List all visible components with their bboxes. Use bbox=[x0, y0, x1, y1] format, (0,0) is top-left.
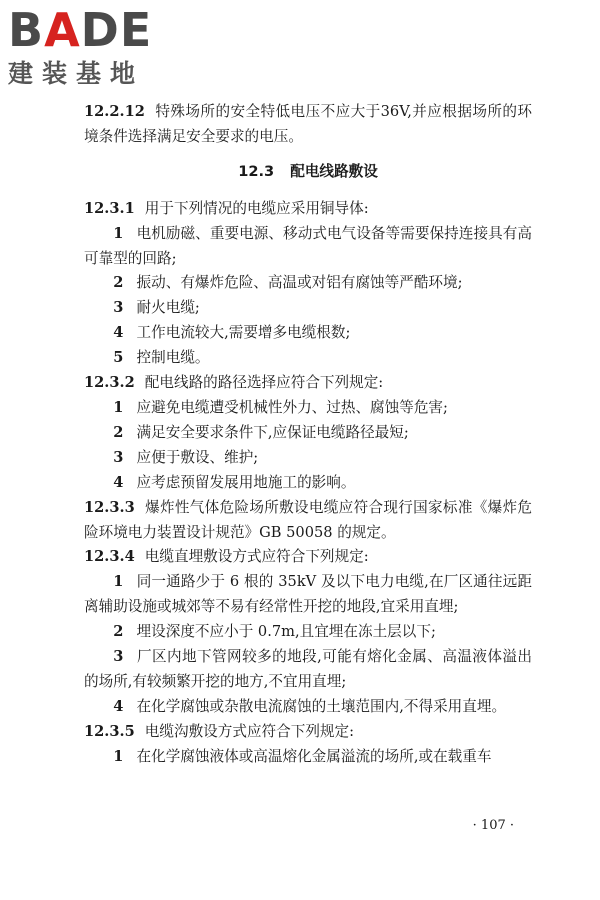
clause-number: 12.3.1 bbox=[84, 199, 135, 217]
item-text: 控制电缆。 bbox=[136, 349, 210, 367]
item-text: 满足安全要求条件下,应保证电缆路径最短; bbox=[136, 423, 409, 441]
logo-letter-b: B bbox=[8, 3, 45, 57]
item-text: 电机励磁、重要电源、移动式电气设备等需要保持连接具有高可靠型的回路; bbox=[84, 224, 532, 267]
clause-number: 12.2.12 bbox=[84, 103, 145, 120]
item-text: 在化学腐蚀或杂散电流腐蚀的土壤范围内,不得采用直埋。 bbox=[136, 697, 507, 715]
section-title: 配电线路敷设 bbox=[290, 162, 378, 180]
list-item bbox=[84, 296, 532, 321]
clause-text: 电缆直埋敷设方式应符合下列规定: bbox=[144, 548, 369, 566]
list-item bbox=[84, 396, 532, 421]
item-text: 振动、有爆炸危险、高温或对铝有腐蚀等严酷环境; bbox=[136, 274, 463, 292]
list-item bbox=[84, 222, 532, 272]
logo-letters-de: DE bbox=[80, 3, 153, 57]
clause-text: 爆炸性气体危险场所敷设电缆应符合现行国家标准《爆炸危险环境电力装置设计规范》GB 50058 的规定。 bbox=[84, 498, 532, 541]
clause-text: 特殊场所的安全特低电压不应大于36V,并应根据场所的环境条件选择满足安全要求的电压。 bbox=[84, 103, 532, 145]
item-index: 1 bbox=[113, 573, 124, 591]
item-text: 同一通路少于 6 根的 35kV 及以下电力电缆,在厂区通往远距离辅助设施或城郊等不易有经常性开挖的地段,宜采用直埋; bbox=[84, 573, 532, 616]
clause-12-2-12 bbox=[84, 100, 532, 150]
clause-12-3-1 bbox=[84, 197, 532, 222]
list-item bbox=[84, 645, 532, 695]
logo-letter-a: A bbox=[44, 3, 81, 57]
section-heading bbox=[84, 160, 532, 185]
item-index: 4 bbox=[113, 324, 124, 342]
item-index: 5 bbox=[113, 349, 124, 367]
item-text: 应避免电缆遭受机械性外力、过热、腐蚀等危害; bbox=[136, 398, 448, 416]
list-item bbox=[84, 421, 532, 446]
clause-12-3-3 bbox=[84, 496, 532, 546]
item-text: 应考虑预留发展用地施工的影响。 bbox=[136, 473, 356, 491]
item-index: 3 bbox=[113, 299, 124, 317]
list-item bbox=[84, 446, 532, 471]
section-number: 12.3 bbox=[238, 162, 275, 180]
clause-text: 用于下列情况的电缆应采用铜导体: bbox=[144, 199, 369, 217]
list-item bbox=[84, 321, 532, 346]
clause-12-3-4 bbox=[84, 545, 532, 570]
item-text: 应便于敷设、维护; bbox=[136, 448, 259, 466]
item-text: 在化学腐蚀液体或高温熔化金属溢流的场所,或在载重车 bbox=[136, 747, 492, 765]
list-item bbox=[84, 695, 532, 720]
item-index: 3 bbox=[113, 648, 124, 666]
clause-12-3-2 bbox=[84, 371, 532, 396]
list-item bbox=[84, 271, 532, 296]
list-item bbox=[84, 471, 532, 496]
list-item bbox=[84, 570, 532, 620]
item-index: 2 bbox=[113, 274, 124, 292]
item-index: 1 bbox=[113, 747, 124, 765]
list-item bbox=[84, 745, 532, 770]
item-text: 工作电流较大,需要增多电缆根数; bbox=[136, 324, 351, 342]
item-index: 2 bbox=[113, 623, 124, 641]
list-item bbox=[84, 620, 532, 645]
clause-text: 电缆沟敷设方式应符合下列规定: bbox=[144, 722, 355, 740]
item-index: 1 bbox=[113, 398, 124, 416]
clause-number: 12.3.5 bbox=[84, 722, 135, 740]
page-number: · 107 · bbox=[472, 818, 514, 833]
clause-number: 12.3.3 bbox=[84, 498, 135, 516]
item-index: 1 bbox=[113, 224, 124, 242]
logo-subtitle: 建装基地 bbox=[8, 59, 145, 88]
item-index: 2 bbox=[113, 423, 124, 441]
brand-logo bbox=[8, 4, 152, 90]
item-index: 4 bbox=[113, 697, 124, 715]
clause-number: 12.3.4 bbox=[84, 548, 135, 566]
item-text: 厂区内地下管网较多的地段,可能有熔化金属、高温液体溢出的场所,有较频繁开挖的地方,不宜用直埋; bbox=[84, 648, 532, 690]
item-text: 耐火电缆; bbox=[136, 299, 200, 317]
item-index: 4 bbox=[113, 473, 124, 491]
item-text: 埋设深度不应小于 0.7m,且宜埋在冻土层以下; bbox=[136, 623, 436, 641]
logo-wordmark bbox=[8, 4, 152, 56]
list-item bbox=[84, 346, 532, 371]
clause-text: 配电线路的路径选择应符合下列规定: bbox=[144, 374, 384, 392]
clause-number: 12.3.2 bbox=[84, 374, 135, 392]
document-body bbox=[84, 100, 532, 770]
clause-12-3-5 bbox=[84, 720, 532, 745]
item-index: 3 bbox=[113, 448, 124, 466]
